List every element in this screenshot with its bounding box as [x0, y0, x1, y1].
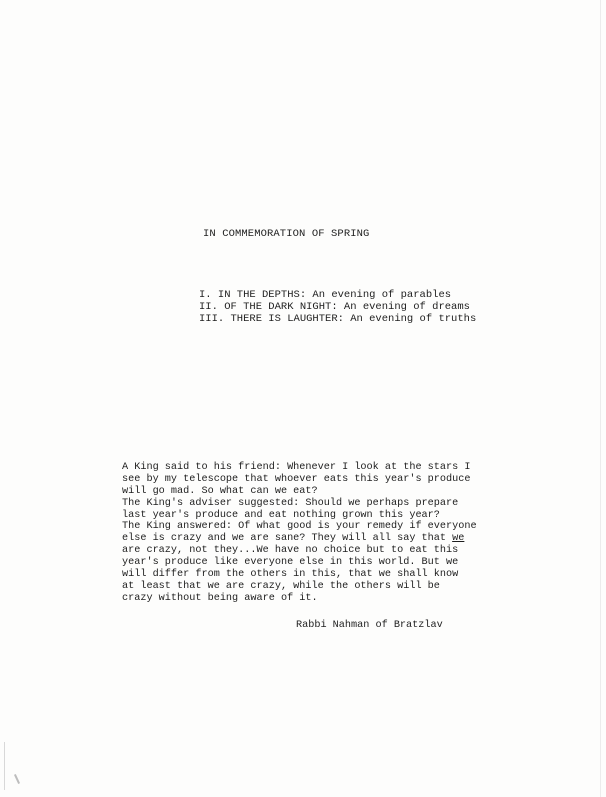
- parable-line-with-emphasis: [122, 533, 477, 545]
- parable-line: The King's adviser suggested: Should we perhaps prepare: [122, 497, 459, 509]
- scan-speck: [14, 774, 20, 784]
- parable-line: crazy without being aware of it.: [122, 592, 318, 604]
- emphasized-word: we: [452, 533, 465, 545]
- parable-line: are crazy, not they...We have no choice but to eat this: [122, 545, 459, 557]
- program-part-1: I. IN THE DEPTHS: An evening of parables: [199, 289, 452, 301]
- parable-line: see by my telescope that whoever eats this year's produce: [122, 473, 471, 485]
- parable-line-text: else is crazy and we are sane? They will all say that: [122, 533, 453, 545]
- parable-line: A King said to his friend: Whenever I look at the stars I: [122, 462, 471, 473]
- scan-edge-mark: [600, 0, 601, 797]
- parable-text: [122, 462, 477, 605]
- document-title: IN COMMEMORATION OF SPRING: [203, 228, 370, 240]
- program-parts-list: [199, 289, 476, 325]
- attribution: Rabbi Nahman of Bratzlav: [296, 620, 443, 631]
- parable-line: will go mad. So what can we eat?: [122, 485, 318, 497]
- parable-line: at least that we are crazy, while the others will be: [122, 580, 440, 592]
- program-part-3: III. THERE IS LAUGHTER: An evening of truths: [199, 313, 477, 325]
- parable-line: year's produce like everyone else in this world. But we: [122, 557, 459, 569]
- scan-edge-mark: [4, 742, 5, 790]
- parable-line: last year's produce and eat nothing grown this year?: [122, 509, 440, 521]
- parable-line: will differ from the others in this, that we shall know: [122, 569, 459, 581]
- parable-line: The King answered: Of what good is your remedy if everyone: [122, 521, 477, 533]
- program-part-2: II. OF THE DARK NIGHT: An evening of dreams: [199, 301, 470, 313]
